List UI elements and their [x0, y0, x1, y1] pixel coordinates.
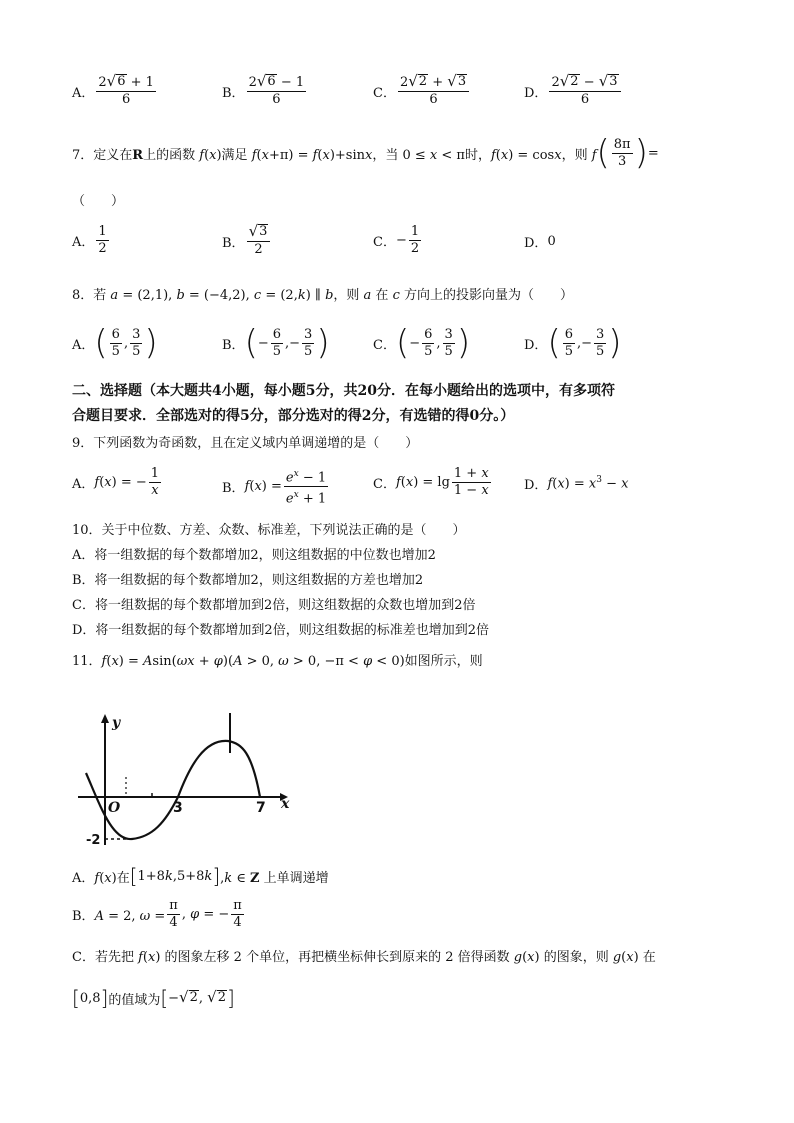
tick-label-7: 7: [256, 800, 266, 816]
option-label: A．: [72, 235, 95, 250]
option-label: A．: [72, 477, 95, 492]
q6-option-b: [222, 74, 308, 108]
q6-option-a: [72, 74, 158, 108]
option-label: A．: [72, 85, 95, 101]
fraction: 2 √ 2 − √ 3 6: [549, 74, 620, 108]
option-label: B．: [222, 481, 245, 497]
tick-label-neg2: -2: [86, 833, 101, 848]
question-number: 11．: [72, 654, 102, 669]
sine-curve: [86, 741, 260, 839]
option-label: B．: [222, 85, 245, 101]
fraction: 2 √ 6 − 1 6: [248, 72, 305, 107]
option-label: C．: [373, 337, 396, 353]
option-label: C．: [373, 235, 396, 250]
q9-option-c: C． f(x) = lg $\frac{1 + x}{1 - x}$: [373, 466, 489, 498]
q10-option-c: C．将一组数据的每个数都增加到2倍，则这组数据的众数也增加到2倍: [72, 598, 476, 613]
section-title-line2: 合题目要求．全部选对的得5分，部分选对的得2分，有选错的得0分。）: [72, 408, 515, 424]
q8-stem: 8． 若 a = (2,1), b = (−4,2), c = (2,k) ∥ b，则 a 在 c 方向上的投影向量为（ ）: [72, 284, 573, 303]
q11-option-c-line1: C．若先把 f(x) 的图象左移 2 个单位，再把横坐标伸长到原来的 2 倍得函数 g(x) 的图象，则 g(x) 在: [72, 950, 656, 965]
q9-option-a: A． f(x) = − $\frac{1}{x}$: [72, 466, 160, 498]
q8-option-c: C． ( − $\frac{6}{5}$ , $\frac{3}{5}$ ): [373, 323, 471, 363]
q9-option-d: D． $f(x) = x^3 - x$: [524, 475, 629, 493]
option-label: B．: [222, 337, 245, 353]
q11-option-b: B．A = 2, ω = $\frac{\pi}{4}$ , φ = − $\frac{\pi}{4}$: [72, 898, 242, 930]
q7-option-d: [524, 232, 556, 251]
question-number: 8．: [72, 288, 94, 303]
option-label: B．: [222, 235, 245, 251]
q10-option-b: B．将一组数据的每个数都增加2，则这组数据的方差也增加2: [72, 573, 424, 588]
option-label: A．: [72, 337, 95, 353]
q10-stem: 10．关于中位数、方差、众数、标准差，下列说法正确的是（ ）: [72, 523, 466, 538]
y-axis-arrow: [101, 714, 109, 723]
q7-option-a: A． $\frac{1}{2}$: [72, 224, 107, 256]
option-label: D．: [524, 236, 548, 251]
q10-option-d: D．将一组数据的每个数都增加到2倍，则这组数据的标准差也增加到2倍: [72, 623, 489, 638]
fraction: 2 √ 6 + 1 6: [98, 72, 154, 107]
option-label: C．: [373, 477, 396, 492]
option-label: C．: [373, 85, 396, 101]
q7-option-b: B． √ 3 2: [222, 224, 272, 258]
q11-option-c-line2: [ 0,8 ] 的值域为 [ − √ 2 , √ 2 ]: [72, 986, 235, 1010]
q9-stem: 9．下列函数为奇函数，且在定义域内单调递增的是（ ）: [72, 436, 419, 451]
q6-option-d: [524, 74, 623, 108]
q10-option-a: A．将一组数据的每个数都增加2，则这组数据的中位数也增加2: [72, 548, 436, 563]
question-number: 7．: [72, 147, 94, 163]
option-value: 0: [547, 234, 556, 249]
sine-graph: [70, 705, 310, 855]
option-label: D．: [524, 337, 548, 353]
origin-label: O: [108, 800, 121, 816]
q7-stem: 7． 定义在R上的函数 f(x)满足 f(x+π) = f(x)+sinx，当 0 ≤ x < π时，f(x) = cosx，则 f ( $\frac{8\pi}{3}$ ) =: [72, 133, 659, 173]
y-axis-label: y: [112, 715, 121, 731]
q8-option-d: D． ( $\frac{6}{5}$ ,− $\frac{3}{5}$ ): [524, 323, 622, 363]
tick-label-3: 3: [173, 800, 183, 816]
section-title-line1: 二、选择题（本大题共4小题，每小题5分，共20分．在每小题给出的选项中，有多项符: [72, 383, 615, 399]
answer-blank: （ ）: [72, 194, 125, 209]
q11-stem: 11． f(x) = Asin(ωx + φ)(A > 0, ω > 0, −π < φ < 0)如图所示，则: [72, 650, 483, 669]
x-axis-label: x: [281, 796, 290, 812]
option-label: D．: [524, 85, 548, 101]
q8-option-b: B． ( − $\frac{6}{5}$ ,− $\frac{3}{5}$ ): [222, 323, 330, 363]
q7-option-c: C． − $\frac{1}{2}$: [373, 224, 420, 256]
q6-option-c: [373, 74, 471, 108]
fraction: 2 √ 2 + √ 3 6: [398, 74, 469, 108]
q9-option-b: B． f(x) = $\frac{e^x - 1}{e^x + 1}$: [222, 466, 330, 508]
q11-option-a: A．f(x)在 [ 1+8k,5+8k ] ,k ∈ Z 上单调递增: [72, 864, 329, 888]
q8-option-a: A． ( $\frac{6}{5}$ , $\frac{3}{5}$ ): [72, 323, 158, 363]
option-label: D．: [524, 478, 548, 493]
